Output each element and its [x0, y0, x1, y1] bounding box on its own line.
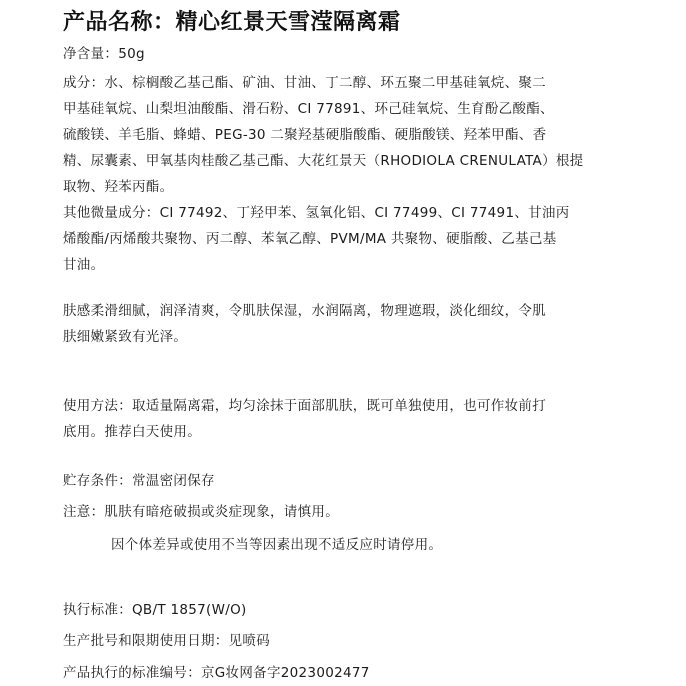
ingredients-line: 取物、羟苯丙酯。 [63, 179, 174, 195]
batch-expiry-info: 生产批号和限期使用日期：见喷码 [63, 633, 270, 649]
net-content: 净含量：50g [63, 46, 145, 62]
caution-line: 注意：肌肤有暗疮破损或炎症现象，请慎用。 [63, 504, 339, 520]
usage-line: 使用方法：取适量隔离霜，均匀涂抹于面部肌肤，既可单独使用，也可作妆前打 [63, 398, 546, 414]
ingredients-line: 成分：水、棕榈酸乙基己酯、矿油、甘油、丁二醇、环五聚二甲基硅氧烷、聚二 [63, 75, 546, 91]
trace-ingredients-line: 甘油。 [63, 257, 105, 273]
usage-line: 底用。推荐白天使用。 [63, 424, 201, 440]
product-title: 产品名称：精心红景天雪滢隔离霜 [63, 10, 401, 35]
registration-number: 产品执行的标准编号：京G妆网备字2023002477 [63, 665, 370, 681]
trace-ingredients-line: 烯酸酯/丙烯酸共聚物、丙二醇、苯氧乙醇、PVM/MA 共聚物、硬脂酸、乙基己基 [63, 231, 557, 247]
effects-line: 肤细嫩紧致有光泽。 [63, 329, 188, 345]
effects-line: 肤感柔滑细腻，润泽清爽，令肌肤保湿，水润隔离，物理遮瑕，淡化细纹，令肌 [63, 303, 546, 319]
storage-conditions: 贮存条件：常温密闭保存 [63, 473, 215, 489]
ingredients-line: 精、尿囊素、甲氧基肉桂酸乙基己酯、大花红景天（RHODIOLA CRENULATA）根提 [63, 153, 584, 169]
execution-standard: 执行标准：QB/T 1857(W/O) [63, 602, 247, 618]
ingredients-line: 甲基硅氧烷、山梨坦油酸酯、滑石粉、CI 77891、环己硅氧烷、生育酚乙酸酯、 [63, 101, 554, 117]
ingredients-line: 硫酸镁、羊毛脂、蜂蜡、PEG-30 二聚羟基硬脂酸酯、硬脂酸镁、羟苯甲酯、香 [63, 127, 547, 143]
trace-ingredients-line: 其他微量成分：CI 77492、丁羟甲苯、氢氧化铝、CI 77499、CI 77491、甘油丙 [63, 205, 570, 221]
caution-line: 因个体差异或使用不当等因素出现不适反应时请停用。 [111, 537, 443, 553]
